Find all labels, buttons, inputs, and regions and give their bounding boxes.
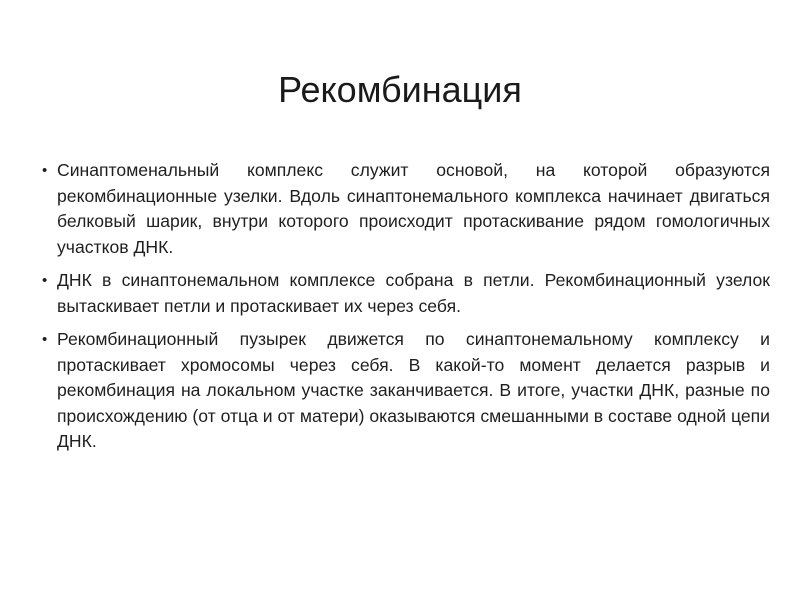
bullet-dot-icon: • xyxy=(42,162,48,179)
bullet-item xyxy=(42,158,770,260)
bullet-item xyxy=(42,268,770,319)
bullet-list xyxy=(42,158,770,463)
bullet-item xyxy=(42,327,770,455)
bullet-dot-icon: • xyxy=(42,272,48,289)
bullet-dot-icon: • xyxy=(42,331,48,348)
bullet-text: ДНК в синаптонемальном комплексе собрана в петли. Рекомбинационный узелок вытаскивает петли и протаскивает их через себя. xyxy=(57,270,770,316)
bullet-text: Рекомбинационный пузырек движется по синаптонемальному комплексу и протаскивает хромосомы через себя. В какой-то момент делается разрыв и рекомбинация на локальном участке заканчивается. В итоге, участки ДНК, разные по происхождению (от отца и от матери) оказываются смешанными в составе одной цепи ДНК. xyxy=(57,329,770,451)
slide-title: Рекомбинация xyxy=(278,69,522,110)
bullet-text: Синаптоменальный комплекс служит основой, на которой образуются рекомбинационные узелки. Вдоль синаптонемального комплекса начинает двигаться белковый шарик, внутри которого происходит протаскивание рядом гомологичных участков ДНК. xyxy=(57,160,770,257)
